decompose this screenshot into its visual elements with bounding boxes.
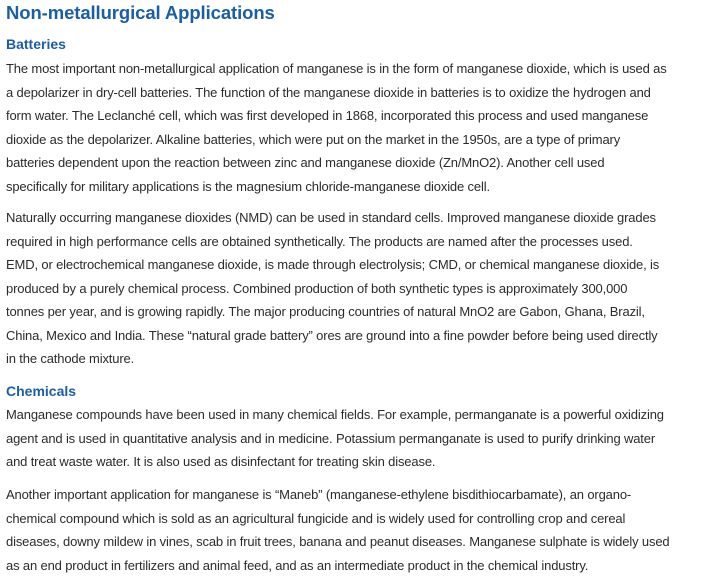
text-line: Another important application for manganese is “Maneb” (manganese-ethylene bisdithiocarbamate), an organo- xyxy=(6,483,716,507)
text-line: China, Mexico and India. These “natural grade battery” ores are ground into a fine powder before being used directly xyxy=(6,324,716,348)
paragraph-batteries-1 xyxy=(6,57,716,198)
text-line: Manganese compounds have been used in many chemical fields. For example, permanganate is a powerful oxidizing xyxy=(6,403,716,427)
section-heading-chemicals: Chemicals xyxy=(6,383,76,399)
text-line: tonnes per year, and is growing rapidly. The major producing countries of natural MnO2 are Gabon, Ghana, Brazil, xyxy=(6,300,716,324)
paragraph-batteries-2 xyxy=(6,206,716,371)
text-line: form water. The Leclanché cell, which was first developed in 1868, incorporated this process and used manganese xyxy=(6,104,716,128)
text-line: chemical compound which is sold as an agricultural fungicide and is widely used for controlling crop and cereal xyxy=(6,507,716,531)
text-line: agent and is used in quantitative analysis and in medicine. Potassium permanganate is used to purify drinking water xyxy=(6,427,716,451)
text-line: as an end product in fertilizers and animal feed, and as an intermediate product in the chemical industry. xyxy=(6,554,716,577)
text-line: specifically for military applications is the magnesium chloride-manganese dioxide cell. xyxy=(6,175,716,199)
text-line: dioxide as the depolarizer. Alkaline batteries, which were put on the market in the 1950s, are a type of primary xyxy=(6,128,716,152)
text-line: produced by a purely chemical process. Combined production of both synthetic types is approximately 300,000 xyxy=(6,277,716,301)
text-line: required in high performance cells are obtained synthetically. The products are named after the processes used. xyxy=(6,230,716,254)
paragraph-chemicals-1 xyxy=(6,403,716,474)
text-line: Naturally occurring manganese dioxides (NMD) can be used in standard cells. Improved manganese dioxide grades xyxy=(6,206,716,230)
text-line: and treat waste water. It is also used as disinfectant for treating skin disease. xyxy=(6,450,716,474)
text-line: The most important non-metallurgical application of manganese is in the form of manganese dioxide, which is used as xyxy=(6,57,716,81)
text-line: diseases, downy mildew in vines, scab in fruit trees, banana and peanut diseases. Manganese sulphate is widely used xyxy=(6,530,716,554)
text-line: EMD, or electrochemical manganese dioxide, is made through electrolysis; CMD, or chemical manganese dioxide, is xyxy=(6,253,716,277)
text-line: a depolarizer in dry-cell batteries. The function of the manganese dioxide in batteries is to oxidize the hydrogen and xyxy=(6,81,716,105)
text-line: batteries dependent upon the reaction between zinc and manganese dioxide (Zn/MnO2). Another cell used xyxy=(6,151,716,175)
page-title: Non-metallurgical Applications xyxy=(6,2,275,24)
paragraph-chemicals-2 xyxy=(6,483,716,577)
section-heading-batteries: Batteries xyxy=(6,36,66,52)
text-line: in the cathode mixture. xyxy=(6,347,716,371)
